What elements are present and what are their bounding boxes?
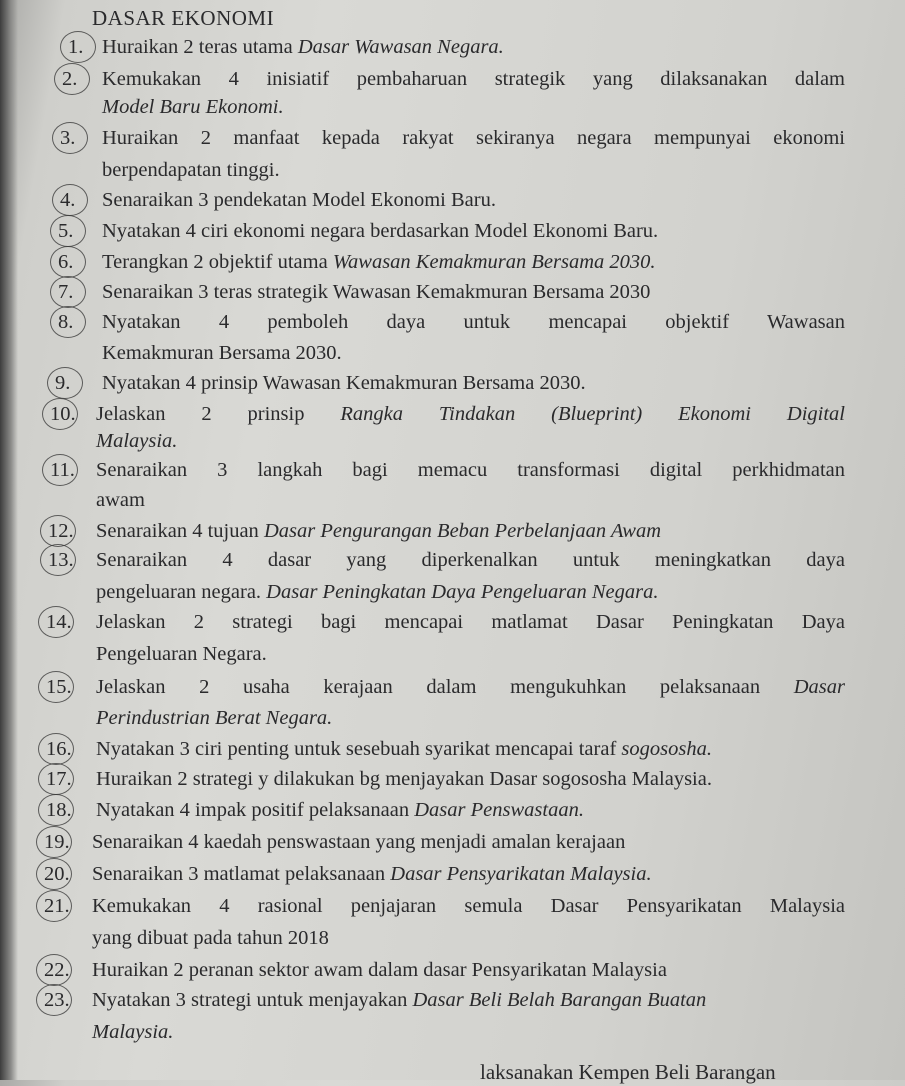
pen-circle-mark: [50, 306, 86, 338]
question-line: [102, 369, 586, 397]
pen-circle-mark: [36, 858, 72, 890]
question-line: [92, 892, 845, 920]
question-number: 12.: [48, 520, 74, 542]
text-segment: Kemakmuran Bersama 2030.: [102, 342, 342, 364]
text-segment: Jelaskan 2 usaha kerajaan dalam mengukuhkan pelaksanaan: [96, 676, 794, 698]
question-line: [102, 186, 496, 214]
text-segment: Huraikan 2 manfaat kepada rakyat sekiranya negara mempunyai ekonomi: [102, 127, 845, 149]
question-line: [96, 578, 658, 606]
question-number: 15.: [46, 676, 72, 698]
question-line: [102, 93, 284, 121]
question-line: [102, 217, 658, 245]
italic-text-segment: Perindustrian Berat Negara.: [96, 707, 333, 729]
question-line: [96, 400, 845, 428]
question-line: [102, 308, 845, 336]
partial-next-line: laksanakan Kempen Beli Barangan: [480, 1060, 776, 1084]
question-number: 3.: [60, 127, 76, 149]
question-number: 5.: [58, 220, 74, 242]
question-line: [96, 608, 845, 636]
text-segment: Senaraikan 3 matlamat pelaksanaan: [92, 863, 391, 885]
italic-text-segment: sogososha.: [621, 738, 712, 760]
italic-text-segment: Dasar Wawasan Negara.: [297, 36, 504, 58]
text-segment: Jelaskan 2 prinsip: [96, 403, 341, 425]
question-line: [96, 456, 845, 484]
text-segment: Senaraikan 3 teras strategik Wawasan Kemakmuran Bersama 2030: [102, 281, 651, 303]
question-number: 6.: [58, 251, 74, 273]
question-line: [102, 33, 504, 61]
italic-text-segment: Dasar Pensyarikatan Malaysia.: [390, 863, 652, 885]
question-line: [96, 486, 145, 514]
question-number: 14.: [46, 611, 72, 633]
text-segment: Nyatakan 4 pemboleh daya untuk mencapai objektif Wawasan: [102, 311, 845, 333]
text-segment: Senaraikan 3 pendekatan Model Ekonomi Baru.: [102, 189, 496, 211]
pen-circle-mark: [36, 890, 72, 922]
pen-circle-mark: [38, 671, 74, 703]
question-number: 20.: [44, 863, 70, 885]
question-line: [102, 339, 342, 367]
text-segment: Nyatakan 4 impak positif pelaksanaan: [96, 799, 415, 821]
question-line: [92, 860, 652, 888]
text-segment: Nyatakan 4 ciri ekonomi negara berdasarkan Model Ekonomi Baru.: [102, 220, 659, 242]
page-edge-shadow: [0, 0, 18, 1080]
pen-circle-mark: [40, 515, 76, 547]
question-line: [96, 765, 712, 793]
question-number: 7.: [58, 281, 74, 303]
pen-circle-mark: [52, 122, 88, 154]
pen-circle-mark: [47, 367, 83, 399]
italic-text-segment: Malaysia.: [96, 430, 178, 452]
italic-text-segment: Malaysia.: [92, 1021, 174, 1043]
question-number: 2.: [62, 68, 78, 90]
text-segment: Senaraikan 4 tujuan: [96, 520, 264, 542]
question-number: 17.: [46, 768, 72, 790]
question-number: 19.: [44, 831, 70, 853]
pen-circle-mark: [36, 954, 72, 986]
question-line: [96, 517, 661, 545]
text-segment: Nyatakan 3 ciri penting untuk sesebuah syarikat mencapai taraf: [96, 738, 622, 760]
text-segment: Senaraikan 4 kaedah penswastaan yang menjadi amalan kerajaan: [92, 831, 626, 853]
pen-circle-mark: [36, 984, 72, 1016]
text-segment: pengeluaran negara.: [96, 581, 267, 603]
text-segment: Huraikan 2 teras utama: [102, 36, 298, 58]
question-line: [96, 546, 845, 574]
pen-circle-mark: [40, 544, 76, 576]
question-number: 4.: [60, 189, 76, 211]
question-line: [102, 278, 650, 306]
text-segment: Kemukakan 4 inisiatif pembaharuan strategik yang dilaksanakan dalam: [102, 68, 845, 90]
question-number: 13.: [48, 549, 74, 571]
italic-text-segment: Dasar Penswastaan.: [414, 799, 584, 821]
pen-circle-mark: [52, 184, 88, 216]
question-line: [96, 640, 267, 668]
pen-circle-mark: [38, 606, 74, 638]
pen-circle-mark: [54, 63, 90, 95]
question-number: 18.: [46, 799, 72, 821]
question-line: [102, 124, 845, 152]
pen-circle-mark: [50, 276, 86, 308]
text-segment: yang dibuat pada tahun 2018: [92, 927, 329, 949]
pen-circle-mark: [42, 398, 78, 430]
text-segment: Kemukakan 4 rasional penjajaran semula Dasar Pensyarikatan Malaysia: [92, 895, 845, 917]
pen-circle-mark: [38, 763, 74, 795]
question-number: 10.: [50, 403, 76, 425]
italic-text-segment: Dasar Beli Belah Barangan Buatan: [412, 989, 707, 1011]
text-segment: Pengeluaran Negara.: [96, 643, 267, 665]
text-segment: Huraikan 2 strategi y dilakukan bg menjayakan Dasar sogososha Malaysia.: [96, 768, 712, 790]
question-line: [102, 248, 656, 276]
question-line: [92, 1018, 173, 1046]
pen-circle-mark: [50, 246, 86, 278]
question-number: 23.: [44, 989, 70, 1011]
question-number: 16.: [46, 738, 72, 760]
document-title: DASAR EKONOMI: [92, 6, 275, 30]
question-line: [96, 735, 712, 763]
text-segment: Jelaskan 2 strategi bagi mencapai matlamat Dasar Peningkatan Daya: [96, 611, 845, 633]
question-number: 22.: [44, 959, 70, 981]
pen-circle-mark: [50, 215, 86, 247]
question-line: [92, 828, 625, 856]
question-number: 1.: [68, 36, 84, 58]
question-number: 9.: [55, 372, 71, 394]
text-segment: Nyatakan 3 strategi untuk menjayakan: [92, 989, 413, 1011]
italic-text-segment: Dasar Pengurangan Beban Perbelanjaan Awam: [263, 520, 662, 542]
question-number: 21.: [44, 895, 70, 917]
question-line: [96, 796, 584, 824]
text-segment: Senaraikan 3 langkah bagi memacu transformasi digital perkhidmatan: [96, 459, 845, 481]
question-line: [96, 427, 177, 455]
italic-text-segment: Wawasan Kemakmuran Bersama 2030.: [332, 251, 656, 273]
question-number: 11.: [50, 459, 75, 481]
pen-circle-mark: [60, 31, 96, 63]
pen-circle-mark: [38, 794, 74, 826]
question-line: [102, 65, 845, 93]
italic-text-segment: Model Baru Ekonomi.: [102, 96, 284, 118]
question-line: [102, 156, 280, 184]
question-line: [92, 986, 706, 1014]
italic-text-segment: Rangka Tindakan (Blueprint) Ekonomi Digital: [340, 403, 845, 425]
question-number: 8.: [58, 311, 74, 333]
text-segment: Huraikan 2 peranan sektor awam dalam dasar Pensyarikatan Malaysia: [92, 959, 667, 981]
question-line: [96, 673, 845, 701]
question-line: [96, 704, 332, 732]
pen-circle-mark: [36, 826, 72, 858]
text-segment: Terangkan 2 objektif utama: [102, 251, 333, 273]
text-segment: awam: [96, 489, 145, 511]
text-segment: berpendapatan tinggi.: [102, 159, 280, 181]
pen-circle-mark: [38, 733, 74, 765]
italic-text-segment: Dasar Peningkatan Daya Pengeluaran Negara.: [266, 581, 659, 603]
pen-circle-mark: [42, 454, 78, 486]
italic-text-segment: Dasar: [793, 676, 845, 698]
text-segment: Senaraikan 4 dasar yang diperkenalkan untuk meningkatkan daya: [96, 549, 845, 571]
question-line: [92, 956, 667, 984]
question-line: [92, 924, 329, 952]
text-segment: Nyatakan 4 prinsip Wawasan Kemakmuran Bersama 2030.: [102, 372, 586, 394]
